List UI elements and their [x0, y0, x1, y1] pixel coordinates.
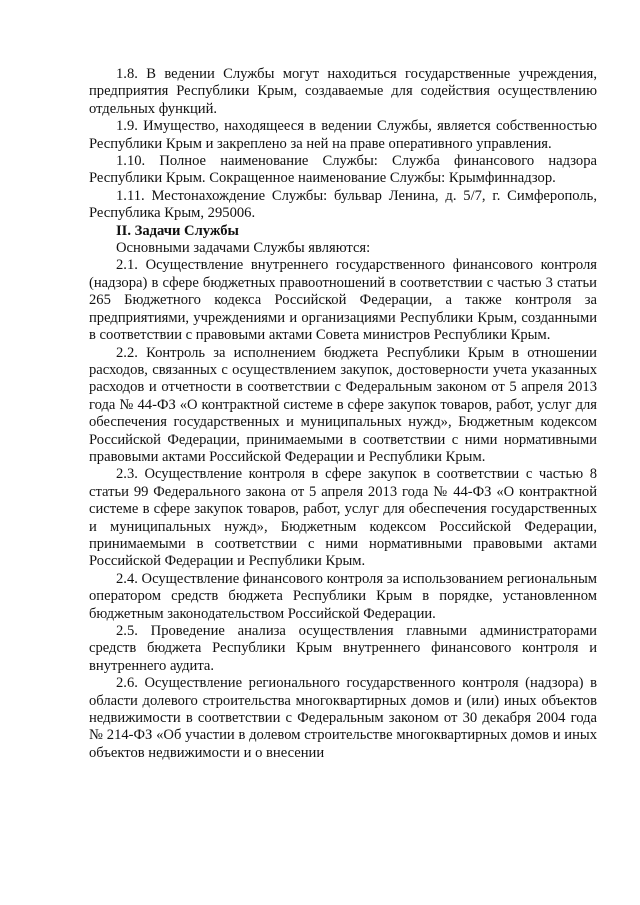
- paragraph-1-11: 1.11. Местонахождение Службы: бульвар Ленина, д. 5/7, г. Симферополь, Республика Крым, 295006.: [89, 187, 597, 222]
- paragraph-2-2: 2.2. Контроль за исполнением бюджета Республики Крым в отношении расходов, связанных с осуществлением закупок, достоверности учета указанных расходов и отчетности в соответствии с Федеральным законом от 5 апреля 2013 года № 44-ФЗ «О контрактной системе в сфере закупок товаров, работ, услуг для обеспечения государственных и муниципальных нужд», Бюджетным кодексом Российской Федерации, принимаемыми в соответствии с ними нормативными правовыми актами Российской Федерации и Республики Крым.: [89, 344, 597, 465]
- section-intro: Основными задачами Службы являются:: [116, 240, 371, 257]
- paragraph-2-6: 2.6. Осуществление регионального государственного контроля (надзора) в области долевого строительства многоквартирных домов и (или) иных объектов недвижимости в соответствии с Федеральным законом от 30 декабря 2004 года № 214-ФЗ «Об участии в долевом строительстве многоквартирных домов и иных объектов недвижимости и о внесении: [89, 675, 597, 761]
- section-title: II. Задачи Службы: [116, 222, 239, 239]
- paragraph-1-9: 1.9. Имущество, находящееся в ведении Службы, является собственностью Республики Крым и закреплено за ней на праве оперативного управления.: [89, 118, 597, 152]
- paragraph-2-4: 2.4. Осуществление финансового контроля за использованием региональным оператором средств бюджета Республики Крым в порядке, установленном бюджетным законодательством Российской Федерации.: [89, 570, 597, 622]
- paragraph-2-5: 2.5. Проведение анализа осуществления главными администраторами средств бюджета Республики Крым внутреннего финансового контроля и внутреннего аудита.: [89, 623, 597, 674]
- paragraph-2-1: 2.1. Осуществление внутреннего государственного финансового контроля (надзора) в сфере бюджетных правоотношений в соответствии с частью 3 статьи 265 Бюджетного кодекса Российской Федерации, а также контроля за предприятиями, учреждениями и организациями Республики Крым, созданными в соответствии с правовыми актами Совета министров Республики Крым.: [89, 257, 597, 344]
- paragraph-2-3: 2.3. Осуществление контроля в сфере закупок в соответствии с частью 8 статьи 99 Федерального закона от 5 апреля 2013 года № 44-ФЗ «О контрактной системе в сфере закупок товаров, работ, услуг для обеспечения государственных и муниципальных нужд», Бюджетным кодексом Российской Федерации, принимаемыми в соответствии с ними нормативными правовыми актами Российской Федерации и Республики Крым.: [89, 466, 597, 570]
- document-body: [89, 66, 597, 762]
- paragraph-1-10: 1.10. Полное наименование Службы: Служба финансового надзора Республики Крым. Сокращенное наименование Службы: Крымфиннадзор.: [89, 153, 597, 187]
- paragraph-1-8: 1.8. В ведении Службы могут находиться государственные учреждения, предприятия Республики Крым, создаваемые для содействия осуществлению отдельных функций.: [89, 66, 597, 117]
